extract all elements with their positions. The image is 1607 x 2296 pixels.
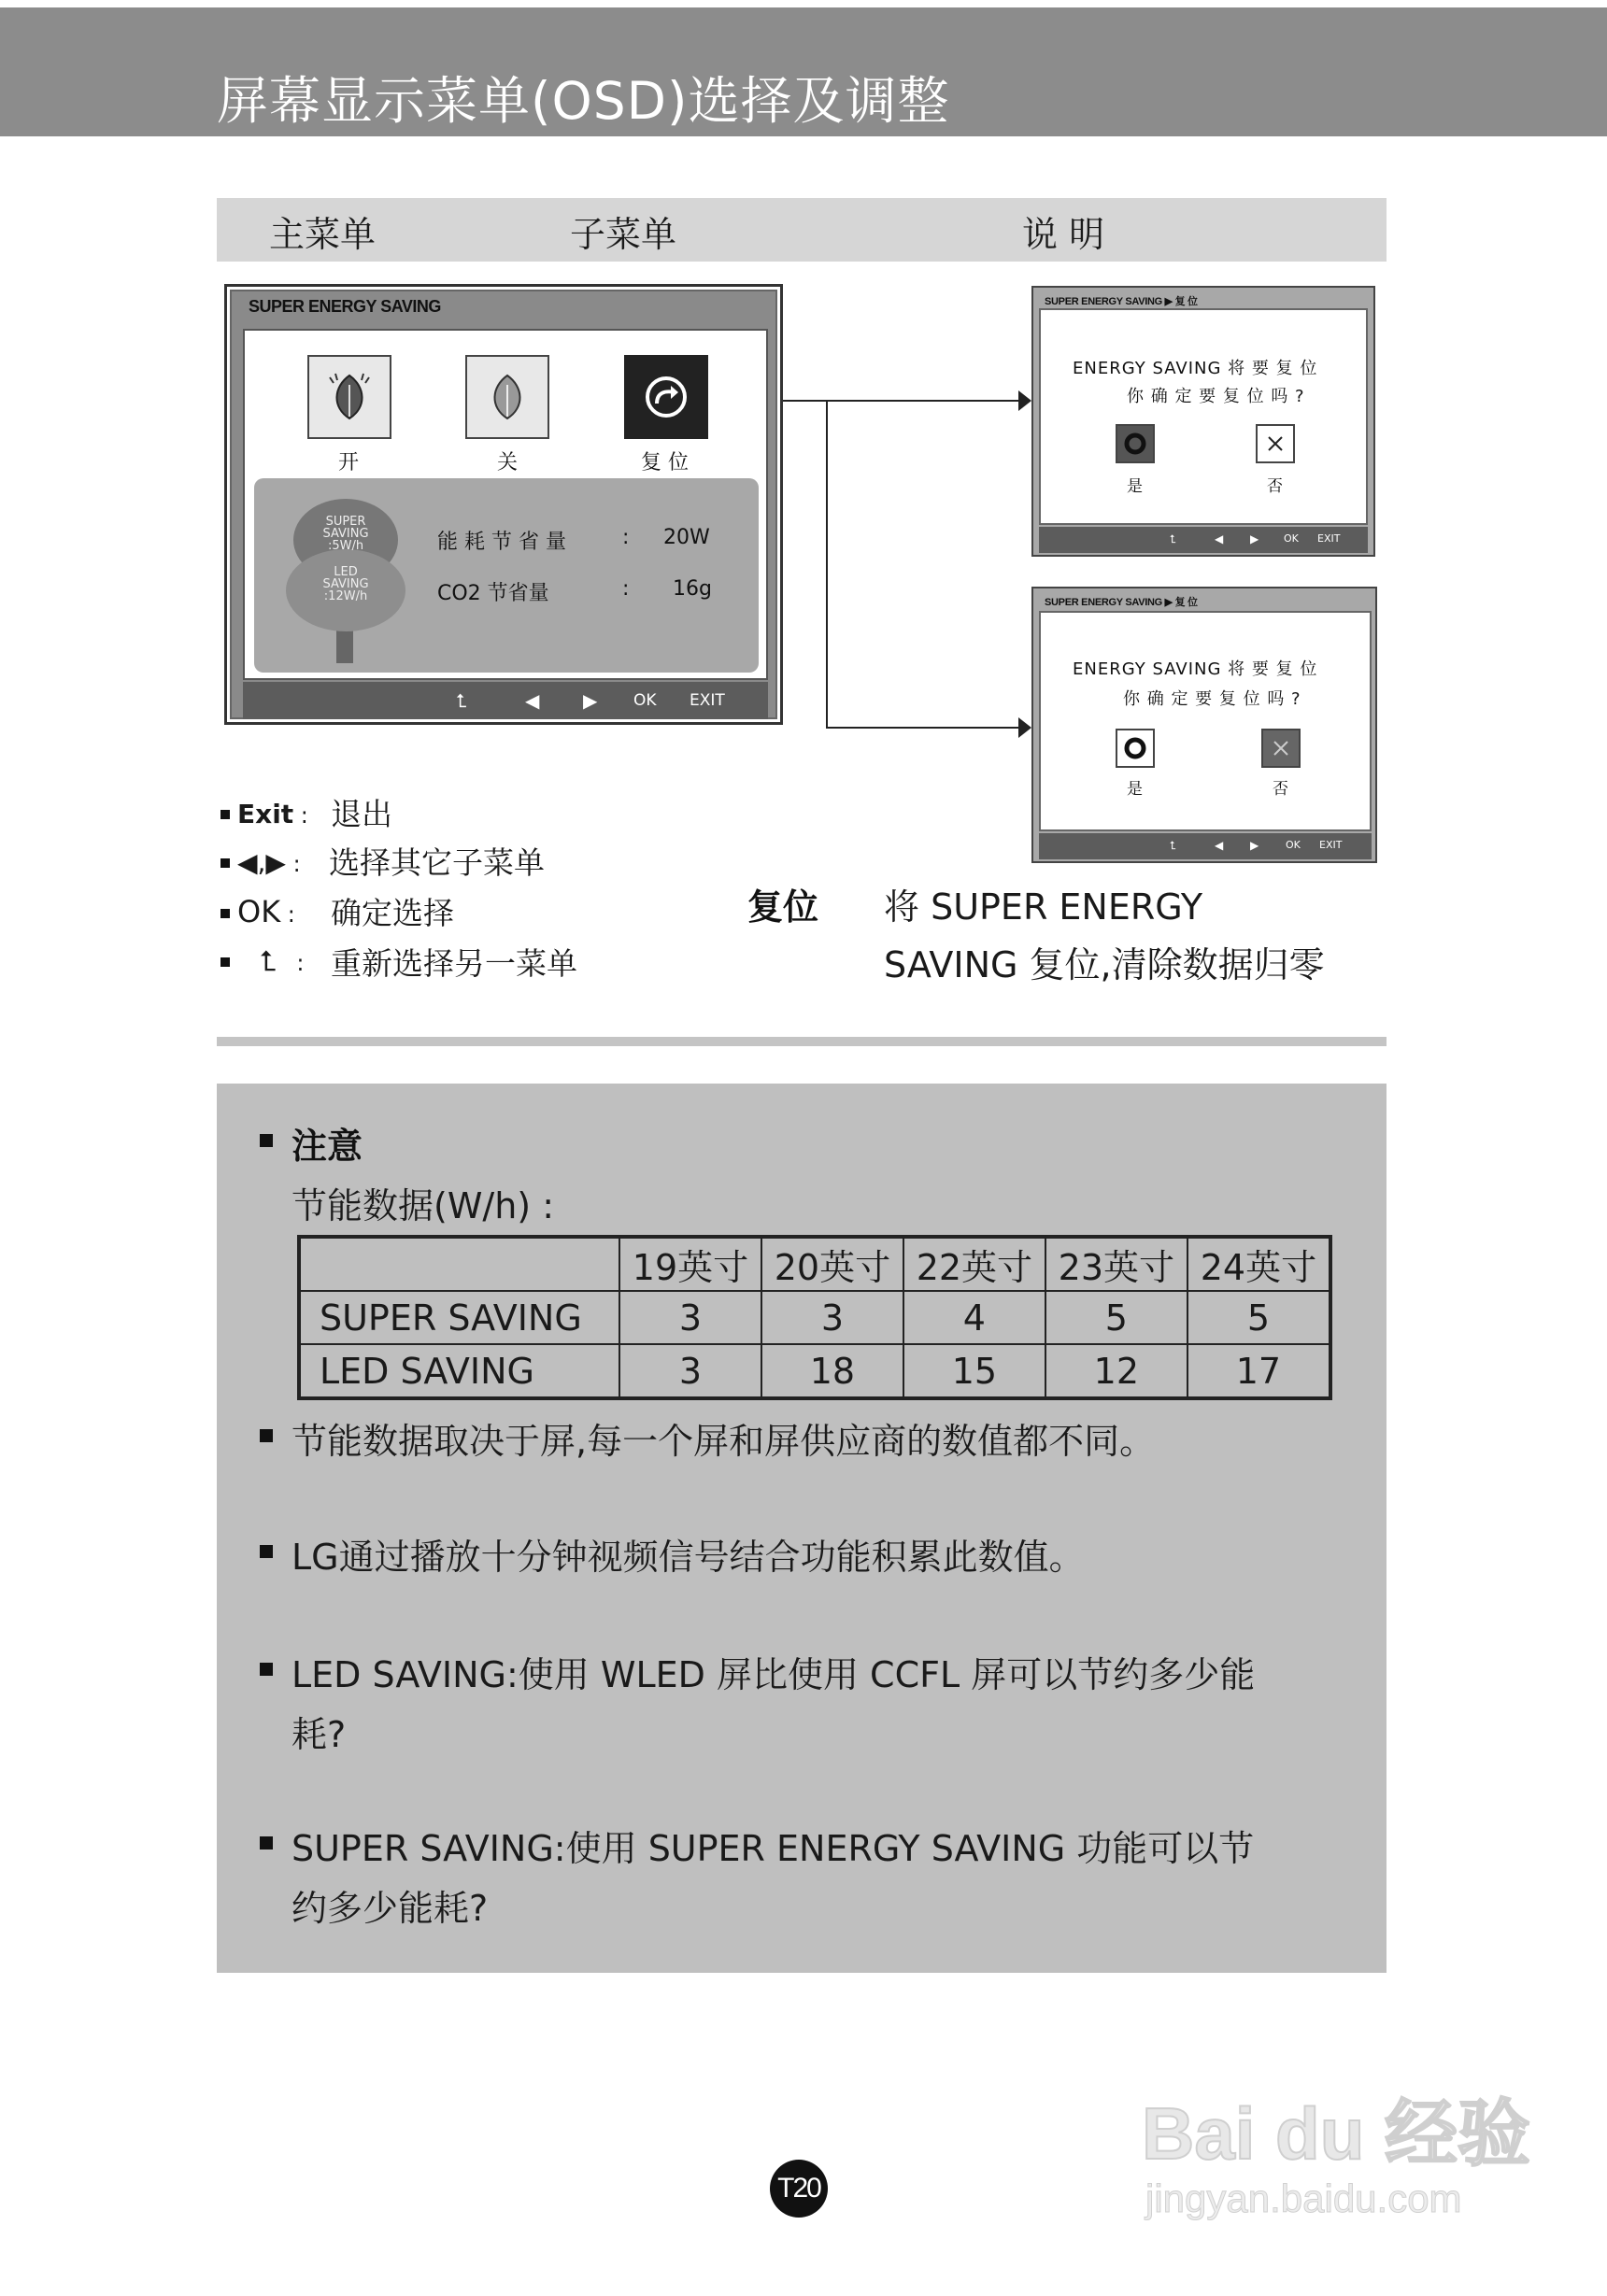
table-header-cell: 19英寸: [619, 1237, 761, 1291]
legend-arrows-desc: 选择其它子菜单: [329, 844, 545, 881]
legend-key: ◀,▶: [237, 847, 286, 878]
legend-back: [220, 942, 304, 978]
co2-value: 16g: [673, 577, 712, 601]
bullet-icon: [260, 1134, 273, 1147]
bullet-icon: [220, 810, 230, 819]
return-arrow-icon: ⮤: [260, 945, 277, 978]
column-description: 说 明: [1022, 214, 1105, 255]
leaf-active-icon: [309, 357, 390, 437]
energy-value: 20W: [663, 526, 710, 549]
note-bullet: LED SAVING:使用 WLED 屏比使用 CCFL 屏可以节约多少能: [292, 1654, 1256, 1695]
legend-exit: [220, 794, 308, 830]
osd-right-button[interactable]: ▶: [583, 689, 598, 712]
dialog-ok-button[interactable]: OK: [1284, 532, 1299, 545]
dialog-no-label: 否: [1273, 780, 1288, 799]
table-cell: 18: [761, 1344, 903, 1398]
osd-ok-button[interactable]: OK: [633, 691, 657, 710]
dialog-no-button[interactable]: [1261, 729, 1301, 768]
legend-sep: :: [293, 802, 308, 829]
reset-desc-line1: 将 SUPER ENERGY: [884, 886, 1203, 928]
legend-ok-desc: 确定选择: [331, 895, 454, 931]
table-cell: 15: [903, 1344, 1045, 1398]
dialog-exit-button[interactable]: EXIT: [1319, 839, 1343, 851]
legend-exit-desc: 退出: [331, 796, 392, 832]
dialog-title: SUPER ENERGY SAVING ▶ 复 位: [1045, 296, 1198, 307]
tree-led-label: LED SAVING: [322, 565, 369, 591]
dialog-button-bar: [1039, 833, 1372, 859]
bullet-icon: [260, 1429, 273, 1442]
page-number: T20: [770, 2160, 828, 2218]
legend-back-desc: 重新选择另一菜单: [331, 945, 577, 982]
osd-option-reset-label: 复 位: [641, 451, 689, 475]
connector-line: [826, 400, 828, 729]
osd-title: SUPER ENERGY SAVING: [249, 297, 441, 316]
co2-sep: :: [622, 577, 630, 601]
table-cell: LED SAVING: [299, 1344, 619, 1398]
watermark-logo: Bai du 经验: [1142, 2092, 1531, 2175]
dialog-yes-label: 是: [1127, 780, 1143, 799]
dialog-title: SUPER ENERGY SAVING ▶ 复 位: [1045, 597, 1198, 608]
note-bullet-cont: 耗?: [292, 1714, 347, 1755]
note-title: 注意: [292, 1126, 363, 1167]
column-main-menu: 主菜单: [269, 214, 377, 255]
dialog-yes-button[interactable]: [1116, 729, 1155, 768]
table-row: [299, 1291, 1330, 1344]
connector-line: [783, 400, 1022, 402]
bullet-icon: [220, 909, 230, 918]
bullet-icon: [260, 1836, 273, 1850]
cross-icon: [1263, 730, 1299, 766]
osd-option-off-label: 关: [497, 451, 519, 475]
bullet-icon: [260, 1545, 273, 1558]
page-title: 屏幕显示菜单(OSD)选择及调整: [217, 71, 950, 131]
reset-arrow-icon: [626, 357, 706, 437]
watermark-url: jingyan.baidu.com: [1145, 2176, 1462, 2220]
legend-sep: :: [280, 901, 295, 928]
osd-option-reset[interactable]: [624, 355, 708, 439]
dialog-line1: ENERGY SAVING 将 要 复 位: [1073, 359, 1318, 378]
tree-led-value: :12W/h: [323, 589, 368, 603]
note-bullet: SUPER SAVING:使用 SUPER ENERGY SAVING 功能可以节: [292, 1828, 1255, 1869]
dialog-up-button[interactable]: ⮤: [1170, 532, 1177, 546]
bullet-icon: [220, 957, 230, 967]
tree-super-label: SUPER SAVING: [322, 515, 369, 541]
table-cell: 3: [619, 1291, 761, 1344]
osd-option-on[interactable]: [307, 355, 391, 439]
table-cell: SUPER SAVING: [299, 1291, 619, 1344]
dialog-body: [1039, 308, 1368, 525]
section-divider: [217, 1037, 1387, 1046]
legend-sep: :: [285, 851, 301, 877]
legend-ok: [220, 893, 295, 929]
note-bullet-cont: 约多少能耗?: [292, 1888, 489, 1929]
dialog-exit-button[interactable]: EXIT: [1317, 532, 1341, 545]
table-header-row: [299, 1237, 1330, 1291]
legend-sep: :: [289, 950, 305, 976]
dialog-left-button[interactable]: ◀: [1215, 532, 1224, 546]
dialog-body: [1039, 611, 1372, 831]
osd-up-button[interactable]: ⮤: [456, 689, 467, 712]
bullet-icon: [260, 1663, 273, 1676]
leaf-icon: [467, 357, 548, 437]
dialog-up-button[interactable]: ⮤: [1170, 839, 1177, 852]
osd-option-on-label: 开: [338, 451, 360, 475]
table-header-cell: 20英寸: [761, 1237, 903, 1291]
table-cell: 4: [903, 1291, 1045, 1344]
table-row: [299, 1344, 1330, 1398]
savings-table: [297, 1235, 1332, 1400]
table-cell: 3: [619, 1344, 761, 1398]
dialog-right-button[interactable]: ▶: [1250, 839, 1259, 852]
legend-key: Exit: [237, 799, 294, 829]
note-bullet: LG通过播放十分钟视频信号结合功能积累此数值。: [292, 1537, 1085, 1578]
tree-super-value: :5W/h: [327, 539, 364, 553]
dialog-line2: 你 确 定 要 复 位 吗 ?: [1123, 689, 1301, 709]
dialog-yes-button[interactable]: [1116, 424, 1155, 463]
table-cell: 5: [1187, 1291, 1330, 1344]
table-header-cell: 23英寸: [1045, 1237, 1187, 1291]
osd-option-off[interactable]: [465, 355, 549, 439]
dialog-left-button[interactable]: ◀: [1215, 839, 1224, 852]
dialog-no-label: 否: [1267, 477, 1283, 496]
connector-line: [826, 727, 1022, 729]
dialog-ok-button[interactable]: OK: [1286, 839, 1301, 851]
cross-icon: [1258, 426, 1293, 461]
circle-icon: [1117, 730, 1153, 766]
table-header-cell: 22英寸: [903, 1237, 1045, 1291]
energy-sep: :: [622, 526, 630, 549]
reset-title: 复位: [747, 886, 819, 928]
osd-left-button[interactable]: ◀: [525, 689, 540, 712]
osd-exit-button[interactable]: EXIT: [690, 691, 725, 710]
note-subtitle: 节能数据(W/h) :: [292, 1185, 554, 1226]
dialog-button-bar: [1039, 527, 1368, 553]
arrow-right-icon: [1018, 390, 1031, 411]
table-cell: 3: [761, 1291, 903, 1344]
co2-label: CO2 节省量: [437, 582, 549, 605]
table-cell: 17: [1187, 1344, 1330, 1398]
dialog-line1: ENERGY SAVING 将 要 复 位: [1073, 659, 1318, 679]
arrow-right-icon: [1018, 717, 1031, 738]
energy-label: 能 耗 节 省 量: [437, 531, 566, 554]
dialog-line2: 你 确 定 要 复 位 吗 ?: [1127, 387, 1305, 406]
table-cell: 12: [1045, 1344, 1187, 1398]
dialog-no-button[interactable]: [1256, 424, 1295, 463]
column-sub-menu: 子菜单: [570, 214, 677, 255]
dialog-right-button[interactable]: ▶: [1250, 532, 1259, 546]
circle-icon: [1117, 426, 1153, 461]
column-header: [217, 198, 1387, 262]
legend-arrows: [220, 843, 301, 879]
legend-key: OK: [237, 894, 281, 929]
dialog-yes-label: 是: [1127, 477, 1143, 496]
note-bullet: 节能数据取决于屏,每一个屏和屏供应商的数值都不同。: [292, 1421, 1156, 1462]
table-header-cell: [299, 1237, 619, 1291]
table-cell: 5: [1045, 1291, 1187, 1344]
reset-desc-line2: SAVING 复位,清除数据归零: [884, 944, 1325, 985]
table-header-cell: 24英寸: [1187, 1237, 1330, 1291]
bullet-icon: [220, 858, 230, 868]
